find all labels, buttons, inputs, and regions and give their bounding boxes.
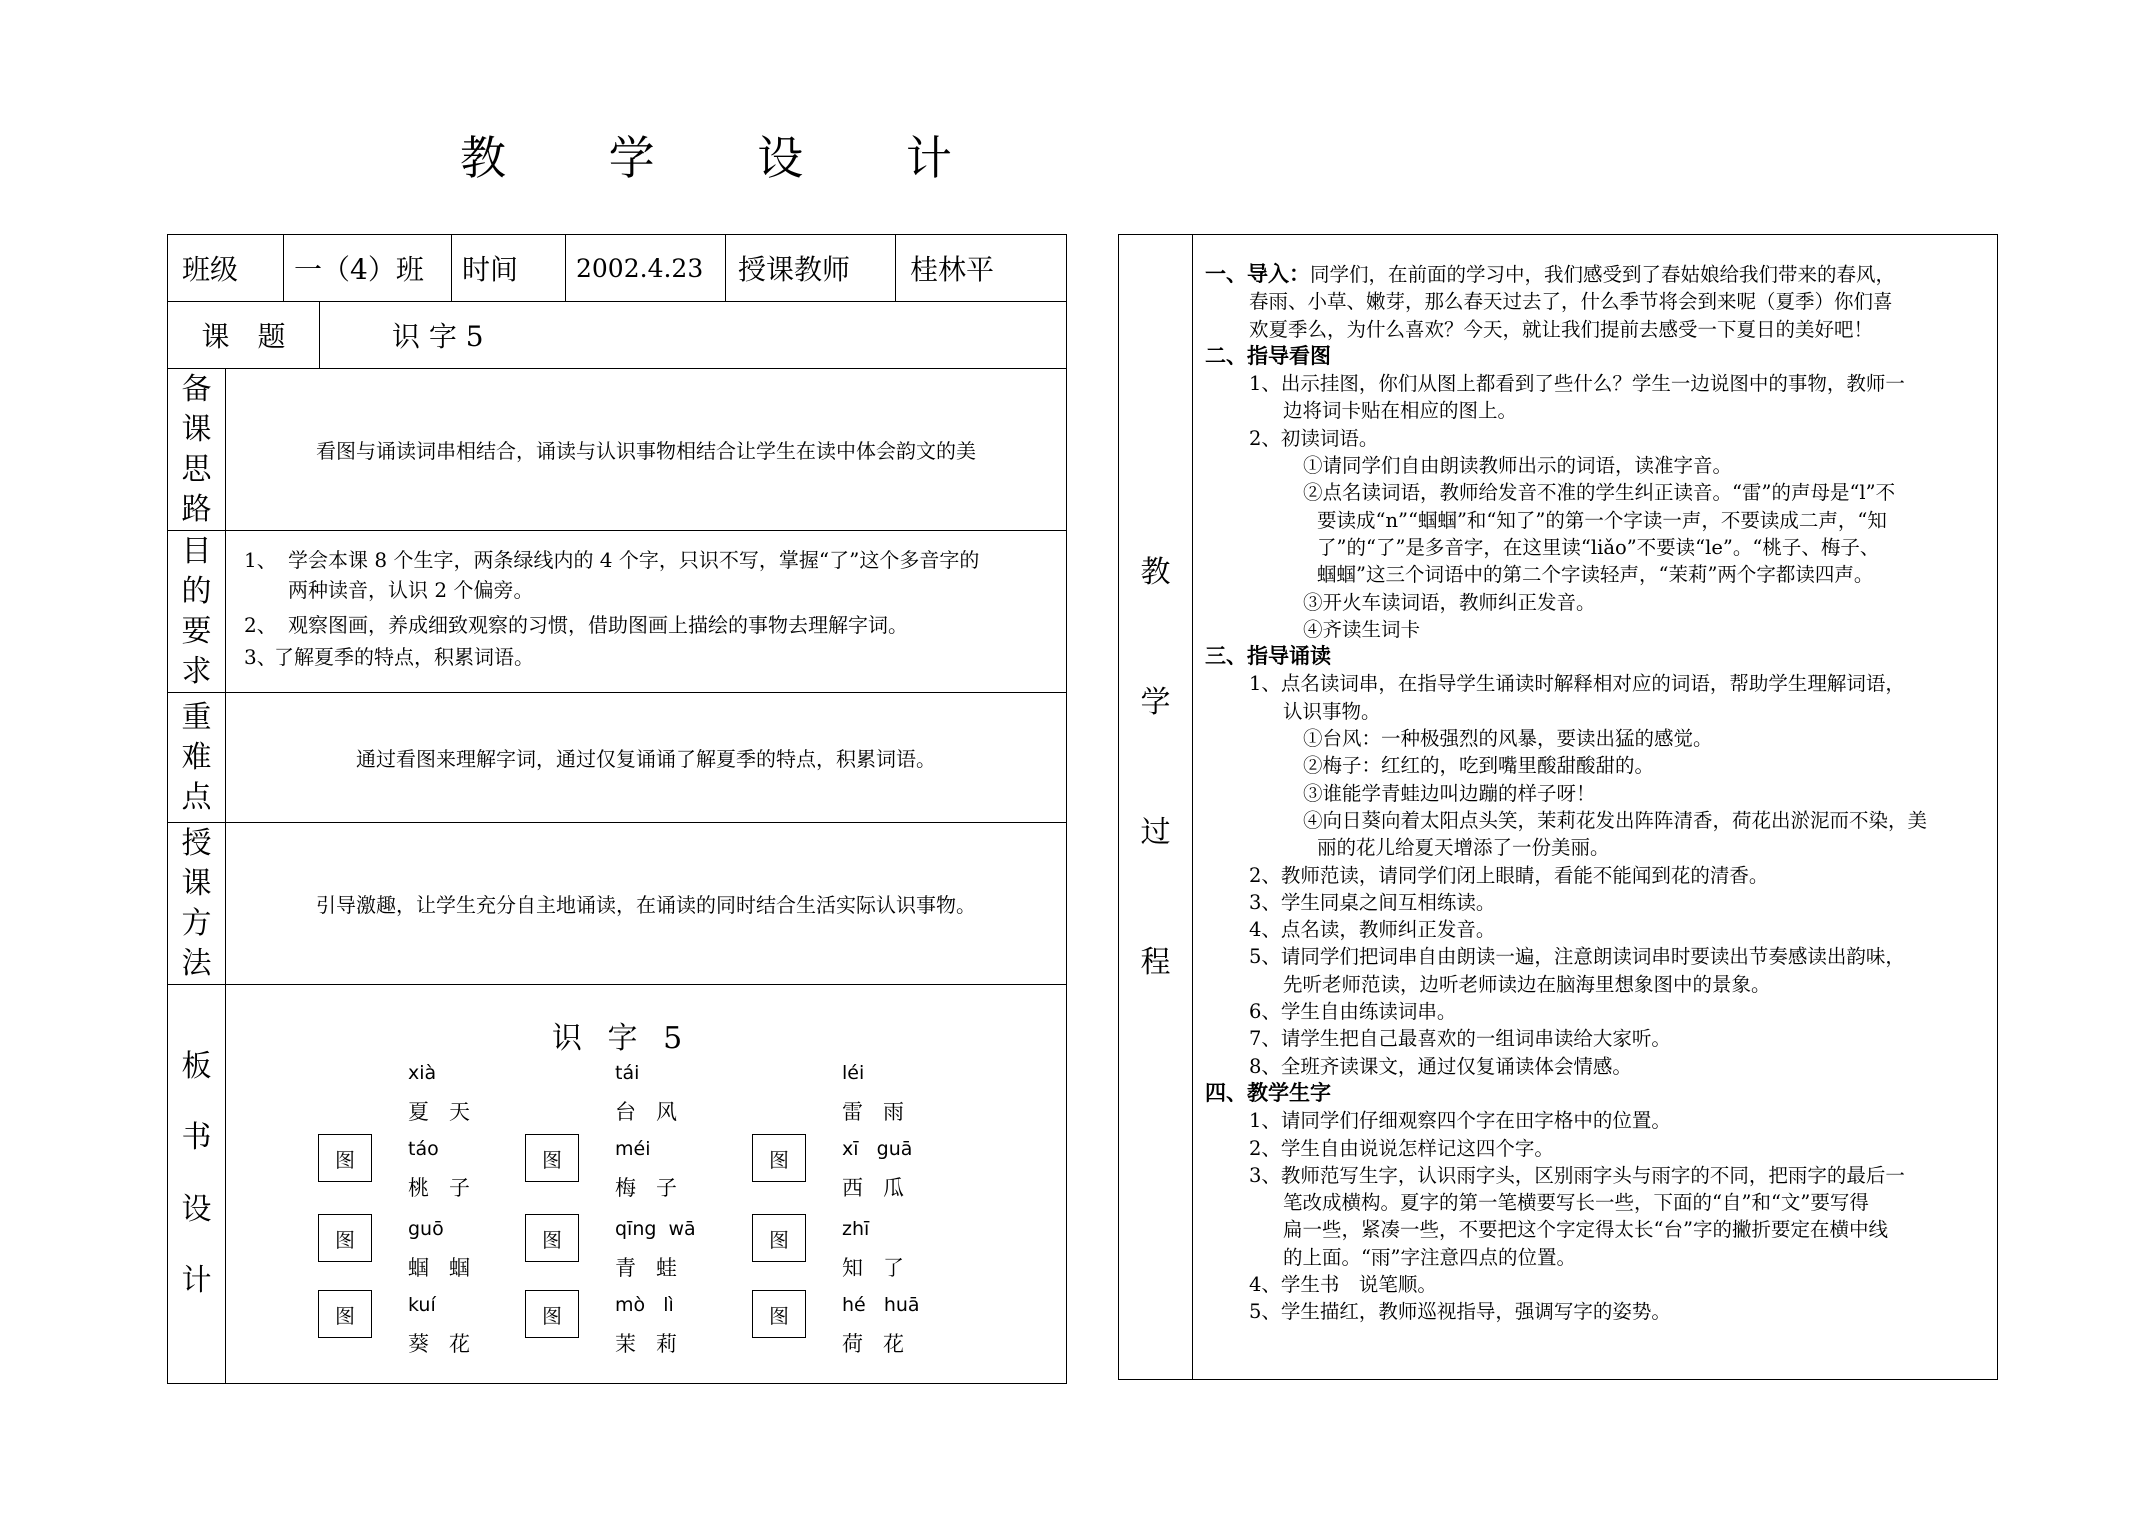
goal-item: 1、 学会本课 8 个生字，两条绿线内的 4 个字，只识不写，掌握“了”这个多音字的 两种读音，认识 2 个偏旁。 — [244, 548, 980, 602]
process-line: 春雨、小草、嫩芽，那么春天过去了，什么季节将会到来呢（夏季）你们喜 — [1249, 290, 1893, 314]
board-word: 桃子 — [408, 1176, 490, 1200]
prep-label: 备 课 思 路 — [168, 369, 226, 530]
board-pinyin: qīng wā — [615, 1218, 696, 1240]
topic-label: 课 题 — [168, 302, 320, 368]
picture-box: 图 — [318, 1290, 372, 1338]
picture-box: 图 — [318, 1214, 372, 1262]
process-line: ③开火车读词语，教师纠正发音。 — [1303, 590, 1596, 614]
board-word: 西瓜 — [842, 1176, 924, 1200]
board-pinyin: xià — [408, 1062, 437, 1084]
process-line: 先听老师范读，边听老师读边在脑海里想象图中的景象。 — [1283, 972, 1771, 996]
class-label: 班级 — [168, 235, 284, 301]
process-heading: 四、教学生字 — [1205, 1080, 1331, 1105]
process-line: 扁一些，紧凑一些，不要把这个字定得太长“台”字的撇折要定在横中线 — [1283, 1218, 1888, 1242]
process-line: 蝈蝈”这三个词语中的第二个字读轻声，“茉莉”两个字都读四声。 — [1317, 563, 1874, 587]
board-pinyin: méi — [615, 1138, 651, 1160]
process-line: 8、全班齐读课文，通过仅复诵读体会情感。 — [1249, 1054, 1632, 1078]
process-line: 3、学生同桌之间互相练读。 — [1249, 890, 1496, 914]
class-value: 一（4）班 — [284, 235, 452, 301]
process-heading-text: 同学们，在前面的学习中，我们感受到了春姑娘给我们带来的春风， — [1310, 263, 1896, 286]
time-value: 2002.4.23 — [566, 235, 726, 301]
page-title: 教 学 设 计 — [460, 131, 996, 185]
board-word: 台风 — [615, 1100, 697, 1124]
process-heading: 一、导入： — [1205, 262, 1310, 286]
process-line — [1205, 1080, 1987, 1107]
process-line: ②梅子：红红的，吃到嘴里酸甜酸甜的。 — [1303, 754, 1655, 778]
key-text: 通过看图来理解字词，通过仅复诵诵了解夏季的特点，积累词语。 — [356, 747, 936, 771]
method-text: 引导激趣，让学生充分自主地诵读，在诵读的同时结合生活实际认识事物。 — [316, 893, 976, 917]
goal-item: 3、 了解夏季的特点，积累词语。 — [244, 645, 534, 669]
process-line: 2、学生自由说说怎样记这四个字。 — [1249, 1136, 1554, 1160]
board-label: 板 书 设 计 — [168, 985, 226, 1383]
process-line: 4、学生书 说笔顺。 — [1249, 1272, 1437, 1296]
process-line: 7、请学生把自己最喜欢的一组词串读给大家听。 — [1249, 1027, 1671, 1051]
process-line: 2、教师范读，请同学们闭上眼睛，看能不能闻到花的清香。 — [1249, 863, 1769, 887]
board-pinyin: guō — [408, 1218, 444, 1240]
goals-label: 目 的 要 求 — [168, 531, 226, 692]
picture-box: 图 — [525, 1214, 579, 1262]
teacher-value: 桂林平 — [910, 253, 995, 286]
time-label: 时间 — [452, 235, 566, 301]
process-line: ①台风：一种极强烈的风暴，要读出猛的感觉。 — [1303, 727, 1713, 751]
board-word: 青蛙 — [615, 1256, 697, 1280]
prep-row — [168, 369, 1066, 531]
board-pinyin: kuí — [408, 1294, 436, 1316]
lesson-info-table — [167, 234, 1067, 1384]
topic-row — [168, 302, 1066, 369]
board-pinyin: hé huā — [842, 1294, 920, 1316]
process-line: 要读成“n”“蝈蝈”和“知了”的第一个字读一声，不要读成二声，“知 — [1317, 508, 1887, 532]
process-line: ①请同学们自由朗读教师出示的词语，读准字音。 — [1303, 454, 1733, 478]
goals-row — [168, 531, 1066, 693]
process-line: 1、点名读词串，在指导学生诵读时解释相对应的词语，帮助学生理解词语， — [1249, 672, 1905, 696]
process-line: 笔改成横构。夏字的第一笔横要写长一些，下面的“自”和“文”要写得 — [1283, 1191, 1869, 1215]
prep-text: 看图与诵读词串相结合，诵读与认识事物相结合让学生在读中体会韵文的美 — [316, 439, 976, 463]
process-body — [1205, 261, 1987, 1326]
board-word: 夏天 — [408, 1100, 490, 1124]
process-line: ④齐读生词卡 — [1303, 617, 1421, 641]
board-heading: 识 字 5 — [552, 1021, 691, 1056]
process-heading: 二、指导看图 — [1205, 343, 1331, 368]
process-line: ②点名读词语，教师给发音不准的学生纠正读音。“雷”的声母是“l”不 — [1303, 481, 1896, 505]
process-line: 5、学生描红，教师巡视指导，强调写字的姿势。 — [1249, 1300, 1671, 1324]
board-pinyin: tái — [615, 1062, 640, 1084]
board-word: 蝈蝈 — [408, 1256, 490, 1280]
board-word: 雷雨 — [842, 1100, 924, 1124]
process-line — [1205, 343, 1987, 370]
picture-box: 图 — [752, 1134, 806, 1182]
picture-box: 图 — [752, 1290, 806, 1338]
process-line: 欢夏季么，为什么喜欢？今天，就让我们提前去感受一下夏日的美好吧！ — [1249, 317, 1874, 341]
teaching-process-table — [1118, 234, 1998, 1380]
picture-box: 图 — [525, 1290, 579, 1338]
process-label: 教 学 过 程 — [1119, 235, 1193, 1379]
process-line: 4、点名读，教师纠正发音。 — [1249, 918, 1496, 942]
topic-value: 识 字 5 — [392, 320, 484, 353]
process-line: 3、教师范写生字，认识雨字头，区别雨字头与雨字的不同，把雨字的最后一 — [1249, 1163, 1905, 1187]
board-pinyin: xī guā — [842, 1138, 913, 1160]
process-line — [1205, 643, 1987, 670]
process-line: 的上面。“雨”字注意四点的位置。 — [1283, 1245, 1576, 1269]
method-label: 授 课 方 法 — [168, 823, 226, 984]
process-line: 1、出示挂图，你们从图上都看到了些什么？学生一边说图中的事物，教师一 — [1249, 372, 1905, 396]
board-word: 梅子 — [615, 1176, 697, 1200]
method-row — [168, 823, 1066, 985]
board-word: 荷花 — [842, 1332, 924, 1356]
board-word: 葵花 — [408, 1332, 490, 1356]
process-line: ③谁能学青蛙边叫边蹦的样子呀！ — [1303, 781, 1596, 805]
key-row — [168, 693, 1066, 823]
teacher-label: 授课教师 — [726, 235, 896, 301]
process-line: 边将词卡贴在相应的图上。 — [1283, 399, 1518, 423]
picture-box: 图 — [525, 1134, 579, 1182]
process-line: 丽的花儿给夏天增添了一份美丽。 — [1317, 836, 1610, 860]
board-pinyin: mò lì — [615, 1294, 674, 1316]
board-pinyin: léi — [842, 1062, 865, 1084]
process-line: 认识事物。 — [1283, 699, 1381, 723]
picture-box: 图 — [752, 1214, 806, 1262]
process-line: 5、请同学们把词串自由朗读一遍，注意朗读词串时要读出节奏感读出韵味， — [1249, 945, 1905, 969]
goal-item: 2、 观察图画，养成细致观察的习惯，借助图画上描绘的事物去理解字词。 — [244, 613, 908, 637]
process-line: 2、初读词语。 — [1249, 426, 1379, 450]
process-line: 了”的“了”是多音字，在这里读“liǎo”不要读“le”。“桃子、梅子、 — [1317, 535, 1880, 559]
info-row — [168, 235, 1066, 302]
process-line: 6、学生自由练读词串。 — [1249, 1000, 1457, 1024]
key-label: 重 难 点 — [168, 693, 226, 822]
board-pinyin: zhī — [842, 1218, 870, 1240]
process-line — [1205, 261, 1987, 288]
board-pinyin: táo — [408, 1138, 439, 1160]
board-word: 茉莉 — [615, 1332, 697, 1356]
board-word: 知了 — [842, 1256, 924, 1280]
process-heading: 三、指导诵读 — [1205, 644, 1331, 669]
picture-box: 图 — [318, 1134, 372, 1182]
process-line: ④向日葵向着太阳点头笑，茉莉花发出阵阵清香，荷花出淤泥而不染，美 — [1303, 808, 1928, 832]
process-line: 1、请同学们仔细观察四个字在田字格中的位置。 — [1249, 1109, 1671, 1133]
goals-content — [226, 531, 1066, 692]
